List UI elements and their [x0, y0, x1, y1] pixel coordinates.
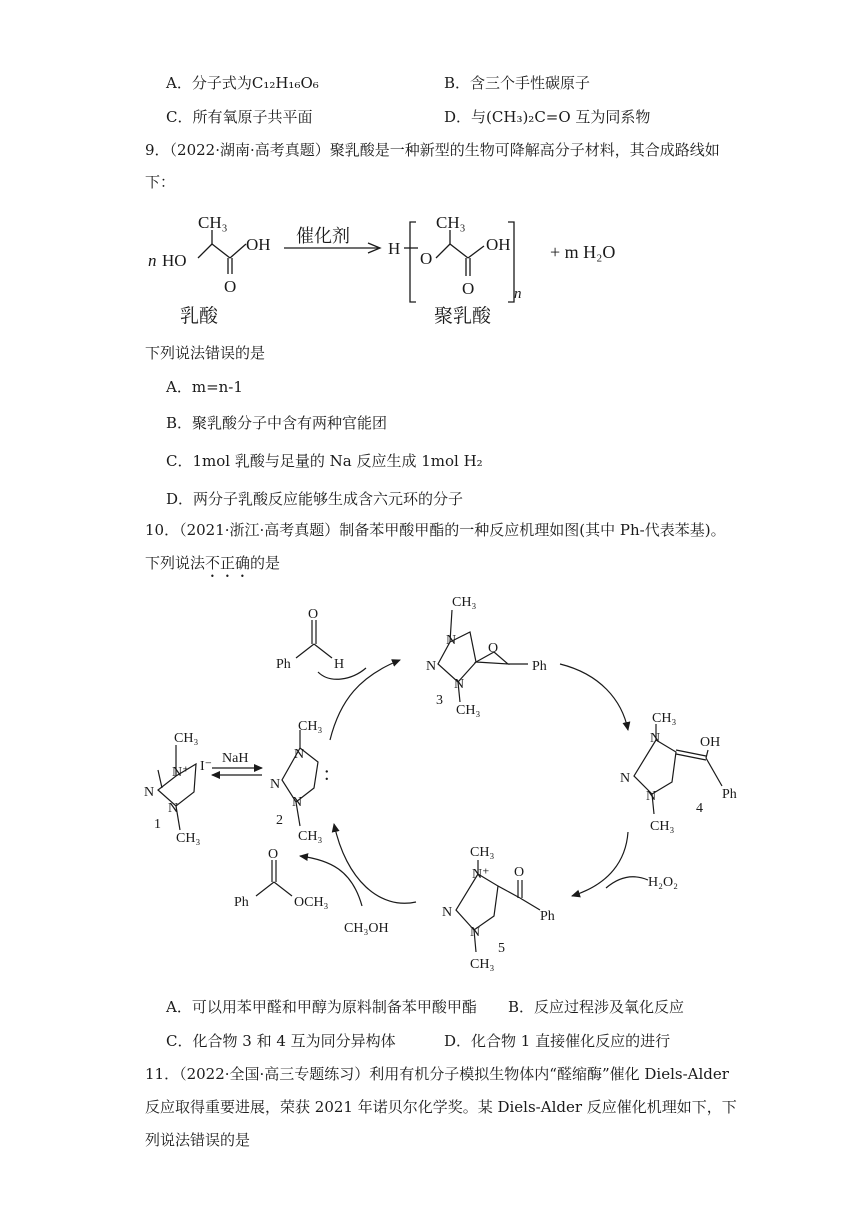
methanol-label: CH₃OH — [344, 921, 389, 936]
option-label: D． — [444, 108, 472, 126]
c4-n-top: N — [650, 731, 661, 746]
ketone-o: O — [514, 865, 525, 880]
q8-option-a[interactable] — [166, 72, 319, 93]
c2-ch3-top: CH₃ — [298, 719, 323, 734]
c5-ch3-bottom: CH₃ — [470, 957, 495, 972]
q8-option-d[interactable] — [444, 106, 650, 127]
q9-question: 下列说法错误的是 — [145, 344, 266, 362]
q8-option-c[interactable] — [166, 106, 313, 127]
option-label: B． — [508, 998, 535, 1016]
c2-ch3-bottom: CH₃ — [298, 829, 323, 844]
n-prefix: n — [148, 251, 157, 270]
c4-n-left: N — [620, 771, 631, 786]
q9-stem-line1: 9．（2022·湖南·高考真题）聚乳酸是一种新型的生物可降解高分子材料，其合成路线如 — [145, 141, 720, 159]
option-label: C． — [166, 1032, 193, 1050]
aldehyde-h: H — [334, 657, 345, 672]
stem-post: 的是 — [250, 554, 281, 572]
c3-n-bottom: N — [454, 677, 465, 692]
q10-stem-line1: 10．（2021·浙江·高考真题）制备苯甲酸甲酯的一种反应机理如图(其中 Ph-代表苯基)。 — [145, 521, 726, 539]
option-label: B． — [444, 74, 471, 92]
option-text: 含三个手性碳原子 — [470, 74, 591, 92]
ester-o: O — [420, 249, 433, 268]
c1-n-bottom: N — [168, 801, 179, 816]
q11-line1: 11．（2022·全国·高三专题练习）利用有机分子模拟生物体内“醛缩酶”催化 Diels-Alder — [145, 1065, 729, 1083]
option-text: 1mol 乳酸与足量的 Na 反应生成 1mol H₂ — [192, 452, 483, 470]
ester-och3: OCH₃ — [294, 895, 329, 910]
q10-option-d[interactable] — [444, 1030, 670, 1051]
option-label: A． — [166, 74, 192, 92]
option-label: C． — [166, 108, 193, 126]
emphasis-not-correct: 不正确 — [205, 554, 251, 572]
catalyst-label: 催化剂 — [296, 226, 350, 246]
option-text: 可以用苯甲醛和甲醇为原料制备苯甲酸甲酯 — [191, 998, 477, 1016]
c2-number: 2 — [276, 813, 283, 828]
q10-stem-line2 — [145, 553, 280, 581]
c1-n-left: N — [144, 785, 155, 800]
q9-option-c[interactable] — [166, 450, 483, 471]
ester-carbonyl-o: O — [268, 847, 279, 862]
c3-ch3-top: CH₃ — [452, 595, 477, 610]
option-label: D． — [166, 490, 194, 508]
poly-carbonyl-o: O — [462, 279, 475, 298]
q10-option-b[interactable] — [508, 996, 684, 1017]
lactic-acid-label: 乳酸 — [180, 306, 219, 327]
c4-number: 4 — [696, 801, 703, 816]
option-label: A． — [166, 998, 192, 1016]
c3-n-left: N — [426, 659, 437, 674]
carbene-colon: : — [324, 763, 330, 785]
poly-oh-group: OH — [486, 235, 511, 254]
c4-ch3-top: CH₃ — [652, 711, 677, 726]
q9-option-a[interactable] — [166, 376, 243, 397]
mechanism-diagram — [0, 580, 860, 1000]
c5-number: 5 — [498, 941, 505, 956]
oh-group: OH — [246, 235, 271, 254]
option-text: 反应过程涉及氧化反应 — [534, 998, 685, 1016]
option-text: 与(CH₃)₂C=O 互为同系物 — [471, 108, 651, 126]
lactic-acid-scheme — [0, 200, 860, 350]
c3-ph: Ph — [532, 659, 547, 674]
option-text: m=n-1 — [191, 378, 243, 396]
water-product: + m H₂O — [550, 242, 616, 262]
aldehyde-o: O — [308, 607, 319, 622]
carbonyl-o: O — [224, 277, 237, 296]
c1-ch3-bottom: CH₃ — [176, 831, 201, 846]
q8-option-b[interactable] — [444, 72, 590, 93]
c5-n-left: N — [442, 905, 453, 920]
c1-n-plus: N⁺ — [172, 765, 190, 780]
ho-group: HO — [162, 251, 187, 270]
option-text: 聚乳酸分子中含有两种官能团 — [192, 414, 388, 432]
q9-stem-line2: 下： — [145, 173, 176, 191]
h-end: H — [388, 239, 401, 258]
poly-ch3-group: CH₃ — [436, 213, 466, 232]
option-label: A． — [166, 378, 192, 396]
c2-n-bottom: N — [292, 795, 303, 810]
c5-n-plus: N⁺ — [472, 867, 490, 882]
option-text: 两分子乳酸反应能够生成含六元环的分子 — [193, 490, 464, 508]
q9-option-d[interactable] — [166, 488, 463, 509]
c5-ch3-top: CH₃ — [470, 845, 495, 860]
ch3-group: CH₃ — [198, 213, 228, 232]
option-text: 分子式为C₁₂H₁₆O₆ — [191, 74, 319, 92]
c4-ch3-bottom: CH₃ — [650, 819, 675, 834]
q10-option-c[interactable] — [166, 1030, 396, 1051]
c5-n-bottom: N — [470, 925, 481, 940]
ester-ph: Ph — [234, 895, 249, 910]
polylactic-acid-label: 聚乳酸 — [434, 306, 492, 327]
option-text: 化合物 3 和 4 互为同分异构体 — [192, 1032, 396, 1050]
c1-ch3-top: CH₃ — [174, 731, 199, 746]
c3-ch3-bottom: CH₃ — [456, 703, 481, 718]
c4-n-bottom: N — [646, 789, 657, 804]
c3-number: 3 — [436, 693, 443, 708]
c3-n-top: N — [446, 633, 457, 648]
q10-option-a[interactable] — [166, 996, 477, 1017]
option-label: D． — [444, 1032, 472, 1050]
q11-line3: 列说法错误的是 — [145, 1131, 251, 1149]
h2o2-label: H₂O₂ — [648, 875, 678, 890]
option-text: 化合物 1 直接催化反应的进行 — [471, 1032, 671, 1050]
option-label: B． — [166, 414, 193, 432]
c1-iodide: I⁻ — [200, 759, 213, 774]
c1-number: 1 — [154, 817, 161, 832]
nah-label: NaH — [222, 751, 249, 766]
q11-line2: 反应取得重要进展，荣获 2021 年诺贝尔化学奖。某 Diels-Alder 反应催化机理如下，下 — [145, 1098, 737, 1116]
enol-oh: OH — [700, 735, 721, 750]
benzaldehyde-ph: Ph — [276, 657, 291, 672]
q9-option-b[interactable] — [166, 412, 387, 433]
c2-n-top: N — [294, 747, 305, 762]
c4-ph: Ph — [722, 787, 737, 802]
epoxide-o: O — [488, 641, 499, 656]
c2-n-left: N — [270, 777, 281, 792]
option-label: C． — [166, 452, 193, 470]
option-text: 所有氧原子共平面 — [192, 108, 313, 126]
repeat-n: n — [514, 286, 522, 302]
stem-pre: 下列说法 — [145, 554, 206, 572]
c5-ph: Ph — [540, 909, 555, 924]
